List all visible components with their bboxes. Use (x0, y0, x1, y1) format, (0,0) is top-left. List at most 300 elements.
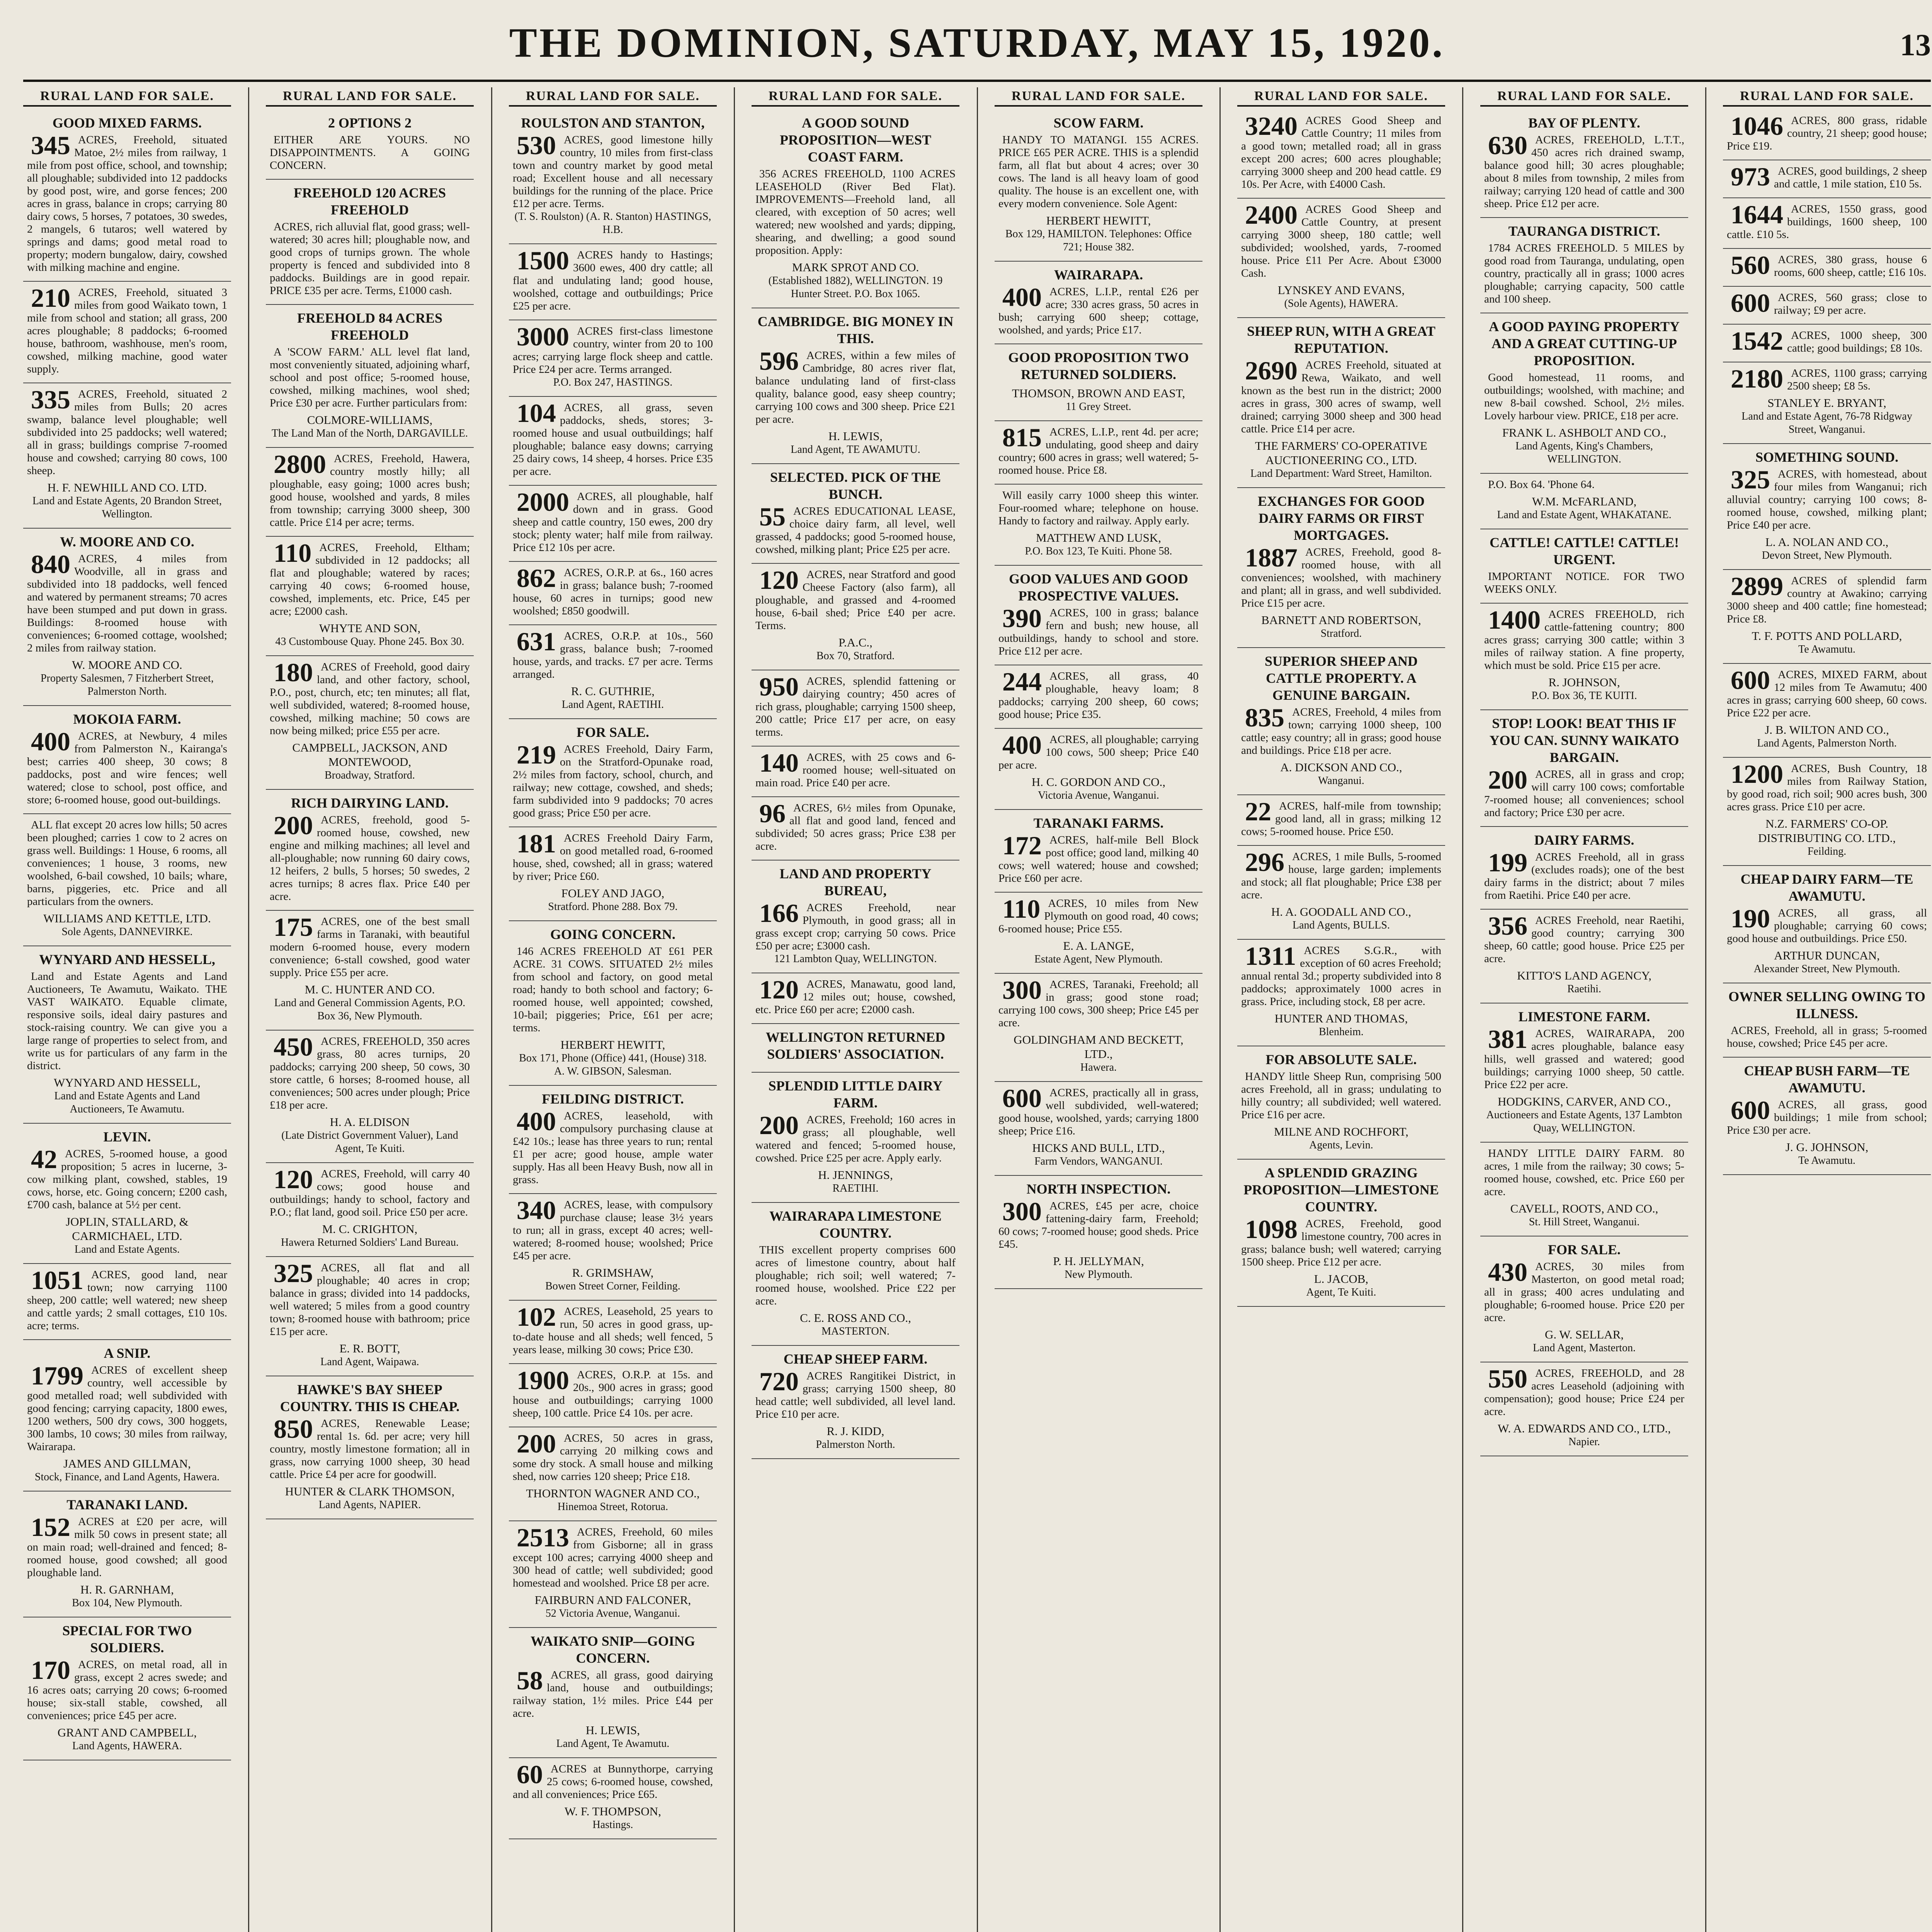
ad-text: ACRES, Freehold, 60 miles from Gisborne; all in grass except 100 acres; carrying 4000 sheep and 300 head of cattle; well subdivided; good homestead and woolshed. Price £8 per acre. (513, 1526, 713, 1589)
ad-text: ACRES at Bunnythorpe, carrying 25 cows; 6-roomed house, cowshed, and all conveniences; Price £65. (513, 1763, 713, 1801)
ad-headline: A GOOD SOUND PROPOSITION—WEST COAST FARM. (779, 115, 932, 165)
column-heading: RURAL LAND FOR SALE. (1237, 87, 1445, 107)
ad-body (1727, 571, 1927, 626)
classified-ad (509, 719, 717, 827)
ad-acreage-number: 560 (1731, 250, 1770, 280)
ad-acreage-number: 400 (517, 1107, 556, 1136)
ad-headline: GOOD MIXED FARMS. (52, 115, 202, 131)
ad-text: ACRES of excellent sheep country, well accessible by good metalled road; well subdivided with good fencing; carrying capacity, 1800 ewes, 1200 wethers, 500 dry cows, 300 hoggets, 300 lambs, 10 cows; 30 miles from railway, Wairarapa. (27, 1364, 227, 1453)
ad-text: ACRES, Freehold, good limestone country, 700 acres in grass; balance bush; well watered; carrying 1500 sheep. Price £12 per acre. (1241, 1218, 1441, 1268)
ad-headline: CHEAP SHEEP FARM. (783, 1351, 928, 1367)
ad-agent: W. A. EDWARDS AND CO., LTD., (1497, 1422, 1671, 1435)
ad-body (1484, 911, 1684, 965)
ad-agent: R. C. GUTHRIE, (571, 684, 655, 698)
ad-acreage-number: 1400 (1488, 605, 1541, 634)
ad-headline: WELLINGTON RETURNED SOLDIERS' ASSOCIATION. (765, 1029, 946, 1062)
ad-body (1727, 1095, 1927, 1137)
classified-ad (995, 974, 1202, 1082)
ad-acreage-number: 2000 (517, 487, 569, 517)
ad-address: Land Department: Ward Street, Hamilton. (1250, 468, 1432, 480)
ad-address: Alexander Street, New Plymouth. (1753, 963, 1900, 975)
ad-acreage-number: 42 (31, 1145, 57, 1174)
ad-acreage-number: 381 (1488, 1024, 1527, 1054)
ad-body (1241, 356, 1441, 435)
ad-agent: R. JOHNSON, (1548, 675, 1620, 689)
ad-acreage-number: 300 (1002, 1197, 1042, 1226)
ad-body (270, 658, 470, 737)
ad-body (27, 727, 227, 806)
ad-headline: NORTH INSPECTION. (1026, 1181, 1171, 1197)
column-divider (1219, 87, 1221, 1932)
ad-headline: OWNER SELLING OWING TO ILLNESS. (1728, 989, 1925, 1021)
ad-acreage-number: 631 (517, 627, 556, 656)
classified-ad (995, 110, 1202, 262)
ad-acreage-number: 1200 (1731, 759, 1783, 789)
ad-body (513, 322, 713, 376)
classified-ad (1480, 529, 1688, 604)
column-heading: RURAL LAND FOR SALE. (752, 87, 959, 107)
ad-acreage-number: 60 (517, 1760, 543, 1789)
ad-body (27, 1655, 227, 1722)
ad-body (270, 912, 470, 979)
ad-acreage-number: 600 (1731, 665, 1770, 695)
ad-body (998, 134, 1199, 210)
classified-ad (509, 486, 717, 562)
ad-body (513, 1107, 713, 1186)
ad-headline: A SNIP. (104, 1345, 151, 1361)
ad-headline: TAURANGA DISTRICT. (1508, 223, 1660, 239)
ad-body (270, 449, 470, 529)
ad-agent: HUNTER & CLARK THOMSON, (285, 1485, 455, 1498)
ad-acreage-number: 600 (1731, 1095, 1770, 1125)
classified-ad (266, 1257, 474, 1376)
ad-body (1484, 1024, 1684, 1091)
ad-address: P.O. Box 123, Te Kuiti. Phone 58. (1025, 545, 1172, 557)
ad-text: ACRES, 10 miles from New Plymouth on good road, 40 cows; 6-roomed house; Price £55. (998, 897, 1199, 935)
ad-address: New Plymouth. (1065, 1269, 1133, 1281)
ad-agent: STANLEY E. BRYANT, (1767, 396, 1886, 410)
ad-text: ACRES, Freehold, situated 3 miles from good Waikato town, 1 mile from school and station; all grass, 200 acres ploughable; 8 paddocks; 6-roomed house, bathroom, washhouse, men's room, cowshed, milking machine, good water supply. (27, 286, 227, 375)
ad-body (513, 398, 713, 478)
ad-text: ACRES, at Newbury, 4 miles from Palmerston N., Kairanga's best; carries 400 sheep, 30 cows; 8 paddocks, post and wire fences; well watered; close to school, post office, and store; 6-roomed house, good out-buildings. (27, 730, 227, 806)
ad-address: MASTERTON. (821, 1325, 889, 1337)
classified-ad (1237, 795, 1445, 846)
classified-ad (23, 1340, 231, 1492)
classified-ad (509, 562, 717, 625)
ad-body (270, 1259, 470, 1338)
ad-body (1727, 326, 1927, 355)
ad-agent: WILLIAMS AND KETTLE, LTD. (43, 912, 211, 925)
classified-ad (995, 262, 1202, 344)
ad-body (1241, 200, 1441, 280)
ad-body (270, 221, 470, 297)
classified-ad (1237, 488, 1445, 648)
ad-body (1727, 288, 1927, 318)
ad-agent: H. R. GARNHAM, (80, 1583, 174, 1596)
classified-ad (1723, 325, 1931, 362)
ad-agent: WYNYARD AND HESSELL, (54, 1076, 201, 1089)
classified-ad (995, 485, 1202, 566)
ad-acreage-number: 2800 (274, 449, 326, 479)
classified-ad (752, 308, 959, 464)
ad-text: ACRES, leasehold, with compulsory purchasing clause at £42 10s.; lease has three years to run; rental £1 per acre; good house, ample water supply. Has all been Heavy Bush, now all in grass. (513, 1110, 713, 1186)
ad-text: ACRES, Bush Country, 18 miles from Railway Station, by good road, rich soil; 900 acres bush, 300 acres grass. Price £10 per acre. (1727, 762, 1927, 813)
ad-acreage-number: 596 (759, 346, 799, 376)
ad-address: Land and Estate Agents and Land Auctioneers, Te Awamutu. (54, 1090, 200, 1115)
ad-text: ACRES of splendid farm country at Awakino; carrying 3000 sheep and 400 cattle; fine homestead; Price £8. (1727, 575, 1927, 625)
ad-agent: H. LEWIS, (585, 1723, 640, 1737)
ad-agent: A. DICKSON AND CO., (1280, 760, 1402, 774)
ad-text: ACRES Rangitikei District, in grass; carrying 1500 sheep, 80 head cattle; well subdivided, all level land. Price £10 per acre. (755, 1370, 956, 1420)
ad-acreage-number: 200 (517, 1429, 556, 1458)
ad-text: ACRES FREEHOLD, rich cattle-fattening country; 800 acres grass; carrying 300 cattle; within 3 miles of railway station. A fine property, which must be sold. Price £15 per acre. (1484, 608, 1684, 672)
column-4 (752, 87, 959, 1932)
ad-body (27, 385, 227, 477)
ad-body (513, 945, 713, 1034)
ad-text: 146 ACRES FREEHOLD AT £61 PER ACRE. 31 COWS. SITUATED 2½ miles from school and factory, on good metal road; handy to both school and factory; 6-roomed house, well appointed; cowshed, 10-bail; piggeries; Price, £61 per acre; terms. (513, 945, 713, 1034)
ad-acreage-number: 2400 (1245, 200, 1298, 230)
ad-headline: MOKOIA FARM. (73, 711, 181, 727)
ad-body (1241, 543, 1441, 610)
ad-text: ACRES, splendid fattening or dairying country; 450 acres of rich grass, ploughable; carrying 1500 sheep, 200 cattle; Price £17 per acre, on easy terms. (755, 675, 956, 738)
ad-agent: THOMSON, BROWN AND EAST, (1012, 386, 1185, 400)
ad-acreage-number: 170 (31, 1655, 70, 1685)
ad-agent: FOLEY AND JAGO, (561, 886, 665, 900)
ad-acreage-number: 180 (274, 658, 313, 687)
ad-text: ACRES, MIXED FARM, about 12 miles from Te Awamutu; 400 acres in grass; carrying 600 sheep, 60 cows. Price £22 per acre. (1727, 668, 1927, 719)
ad-agent: COLMORE-WILLIAMS, (307, 413, 433, 427)
classified-ad (509, 1194, 717, 1301)
ad-text: ACRES, lease, with compulsory purchase clause; lease 3½ years to run; all in grass, except 40 acres; well-watered; 8-roomed house; woolshed; Price £45 per acre. (513, 1199, 713, 1262)
classified-ad (509, 1521, 717, 1628)
ad-headline: A SPLENDID GRAZING PROPOSITION—LIMESTONE COUNTRY. (1243, 1165, 1439, 1214)
ad-body (1727, 759, 1927, 813)
ad-body (755, 502, 956, 556)
ad-headline: W. MOORE AND CO. (60, 534, 194, 549)
ad-address: Agent, Te Kuiti. (1306, 1286, 1376, 1298)
ad-body (513, 627, 713, 681)
ad-acreage-number: 166 (759, 898, 799, 928)
column-8 (1723, 87, 1931, 1932)
ad-text: 1784 ACRES FREEHOLD. 5 MILES by good road from Tauranga, undulating, open country, practically all in grass; 1000 acres ploughable; carrying capacity, 500 cattle and 100 sheep. (1484, 242, 1684, 305)
ad-text: THIS excellent property comprises 600 acres of limestone country, about half ploughable; rich soil; well watered; 7-roomed house, woolshed. Price £22 per acre. (755, 1244, 956, 1307)
ad-acreage-number: 1887 (1245, 543, 1298, 572)
ad-headline: DAIRY FARMS. (1534, 832, 1634, 848)
classified-ad (1723, 287, 1931, 325)
ad-address: Box 70, Stratford. (816, 650, 895, 662)
ad-address: Land Agents, King's Chambers, WELLINGTON. (1515, 440, 1653, 465)
ad-address: Blenheim. (1319, 1026, 1364, 1038)
ad-acreage-number: 1644 (1731, 200, 1783, 229)
classified-ad (1723, 570, 1931, 664)
ad-body (27, 1265, 227, 1332)
ad-acreage-number: 296 (1245, 847, 1284, 877)
ad-text: ACRES, Freehold, Eltham; subdivided in 12 paddocks; all flat and ploughable; watered by races; carrying 40 cows; 6-roomed house, cowshed, implements, etc. Price, £45 per acre; £2000 cash. (270, 541, 470, 617)
column-5 (995, 87, 1202, 1932)
ad-acreage-number: 3000 (517, 322, 569, 351)
ad-acreage-number: 390 (1002, 604, 1042, 633)
ad-address: The Land Man of the North, DARGAVILLE. (271, 427, 468, 439)
classified-ad (23, 706, 231, 814)
ad-text: ACRES, O.R.P. at 6s., 160 acres in grass; balance bush; 7-roomed house, 60 acres in turnips; good new woolshed; £850 goodwill. (513, 566, 713, 617)
column-heading: RURAL LAND FOR SALE. (509, 87, 717, 107)
ad-agent: C. E. ROSS AND CO., (800, 1311, 911, 1325)
ad-text: ACRES, Freehold, 4 miles from town; carrying 1000 sheep, 100 cattle; easy country; all in grass; good house and buildings. Price £18 per acre. (1241, 706, 1441, 757)
classified-ad (266, 656, 474, 790)
ad-agent: R. GRIMSHAW, (572, 1266, 654, 1279)
classified-ad (509, 1758, 717, 1839)
classified-ad (1237, 199, 1445, 318)
ad-body (1727, 111, 1927, 153)
classified-ad (995, 344, 1202, 421)
ad-address: Land Agent, Masterton. (1533, 1342, 1636, 1354)
ad-address: P.O. Box 247, HASTINGS. (553, 376, 673, 388)
ad-text: ACRES, 50 acres in grass, carrying 20 milking cows and some dry stock. A small house and milking shed, now carries 120 sheep; Price £18. (513, 1432, 713, 1483)
ad-acreage-number: 1500 (517, 246, 569, 275)
classified-ad (752, 861, 959, 973)
classified-ad (1480, 1143, 1688, 1236)
ad-acreage-number: 96 (759, 799, 786, 828)
ad-headline: STOP! LOOK! BEAT THIS IF YOU CAN. SUNNY WAIKATO BARGAIN. (1489, 716, 1679, 765)
ad-body (998, 1083, 1199, 1138)
ad-agent: J. G. JOHNSON, (1785, 1140, 1869, 1154)
column-divider (734, 87, 735, 1932)
classified-ad (1480, 1003, 1688, 1143)
ad-agent: H. A. ELDISON (330, 1115, 410, 1129)
ad-acreage-number: 120 (759, 975, 799, 1004)
ad-agent: P.A.C., (838, 636, 872, 649)
classified-ad (1723, 1058, 1931, 1175)
ad-address: Land Agents, Palmerston North. (1757, 737, 1897, 749)
ad-body (1484, 1364, 1684, 1418)
classified-ad (1723, 444, 1931, 570)
page-number: 13 (1900, 28, 1931, 62)
masthead-rule (23, 80, 1931, 82)
ad-agent: HUNTER AND THOMAS, (1274, 1012, 1408, 1025)
classified-ad (752, 1203, 959, 1346)
ad-text: ACRES, 800 grass, ridable country, 21 sheep; good house; Price £19. (1727, 114, 1927, 152)
ad-agent: CAMPBELL, JACKSON, AND MONTEWOOD, (292, 741, 447, 769)
ad-text: ACRES Freehold, near Raetihi, good country; carrying 300 sheep, 60 cattle; good house. Price £25 per acre. (1484, 914, 1684, 965)
column-1 (23, 87, 231, 1932)
classified-ad (509, 397, 717, 486)
ad-headline: SPLENDID LITTLE DAIRY FARM. (768, 1078, 943, 1111)
ad-body (27, 819, 227, 908)
ad-address: Agents, Levin. (1309, 1139, 1373, 1151)
column-heading: RURAL LAND FOR SALE. (23, 87, 231, 107)
classified-ad (752, 747, 959, 797)
classified-ad (23, 1124, 231, 1264)
ad-body (27, 1145, 227, 1211)
ad-text: ACRES, 100 in grass; balance fern and bush; new house, all outbuildings, handy to school and store. Price £12 per acre. (998, 607, 1199, 657)
ad-address: Land Agent, Te Awamutu. (556, 1738, 670, 1750)
classified-ad (1723, 664, 1931, 758)
ad-acreage-number: 244 (1002, 667, 1042, 696)
ad-text: ACRES, O.R.P. at 15s. and 20s., 900 acres in grass; good house and outbuildings; carrying 1000 sheep, 100 cattle. Price £4 10s. per acre. (513, 1369, 713, 1419)
ad-acreage-number: 102 (517, 1302, 556, 1332)
ad-address: Te Awamutu. (1798, 643, 1855, 655)
ad-body (1727, 250, 1927, 280)
ad-address: Land and Estate Agents. (74, 1243, 180, 1255)
column-2 (266, 87, 474, 1932)
ad-body (513, 1302, 713, 1356)
classified-ad (266, 305, 474, 448)
classified-ad (995, 729, 1202, 810)
classified-ad (509, 110, 717, 244)
classified-ad (1237, 940, 1445, 1046)
ad-text: ACRES, Taranaki, Freehold; all in grass; good stone road; carrying 100 cows, 300 sheep; Price £45 per acre. (998, 978, 1199, 1029)
ad-agent: BARNETT AND ROBERTSON, (1261, 613, 1421, 627)
ad-agent: HICKS AND BULL, LTD., (1032, 1141, 1165, 1155)
ad-text: ACRES, FREEHOLD, and 28 acres Leasehold (adjoining with compensation); good house; Price £24 per acre. (1484, 1367, 1684, 1418)
masthead-title: THE DOMINION, SATURDAY, MAY 15, 1920. (509, 20, 1445, 66)
ad-address: Auctioneers and Estate Agents, 137 Lambton Quay, WELLINGTON. (1486, 1109, 1682, 1134)
classified-ad (752, 1073, 959, 1203)
ad-text: ACRES, 1000 sheep, 300 cattle; good buildings; £8 10s. (1787, 329, 1927, 354)
ad-body (513, 487, 713, 554)
classified-ad (23, 110, 231, 282)
ad-body (27, 970, 227, 1072)
ad-address: Land Agents, HAWERA. (72, 1740, 182, 1752)
ad-text: ACRES, 380 grass, house 6 rooms, 600 sheep, cattle; £16 10s. (1774, 253, 1927, 279)
classified-ad (1237, 1160, 1445, 1307)
ad-headline: LAND AND PROPERTY BUREAU, (779, 866, 932, 898)
ad-body (513, 829, 713, 883)
ad-body (513, 246, 713, 313)
classified-ad (995, 1176, 1202, 1289)
ad-agent: WHYTE AND SON, (319, 621, 421, 635)
ad-body (270, 134, 470, 172)
ad-body (270, 346, 470, 410)
ad-headline: SUPERIOR SHEEP AND CATTLE PROPERTY. A GENUINE BARGAIN. (1264, 653, 1418, 703)
ad-agent: W.M. McFARLAND, (1532, 495, 1637, 508)
classified-ad (23, 529, 231, 706)
ad-text: HANDY little Sheep Run, comprising 500 acres Freehold, all in grass; undulating to hilly country; all subdivided; well watered. Price £16 per acre. (1241, 1070, 1441, 1121)
classified-ad (752, 670, 959, 747)
ad-acreage-number: 340 (517, 1196, 556, 1225)
ad-body (270, 538, 470, 618)
ad-body (1484, 570, 1684, 596)
classified-ad (509, 921, 717, 1086)
ad-text: Will easily carry 1000 sheep this winter. Four-roomed whare; telephone on house. Handy to factory and railway. Apply early. (998, 489, 1199, 527)
ad-body (513, 1666, 713, 1720)
ad-agent: H. F. NEWHILL AND CO. LTD. (47, 481, 207, 494)
ad-headline: EXCHANGES FOR GOOD DAIRY FARMS OR FIRST MORTGAGES. (1257, 493, 1425, 543)
ad-body (270, 811, 470, 903)
classified-ad (1480, 910, 1688, 1003)
ad-text: ACRES, Freehold; 160 acres in grass; all ploughable, well watered and fenced; 5-roomed house, cowshed. Price £25 per acre. Apply early. (755, 1114, 956, 1164)
classified-ad (752, 564, 959, 670)
ad-acreage-number: 200 (759, 1111, 799, 1140)
ad-headline: ROULSTON AND STANTON, (521, 115, 705, 131)
ad-text: ACRES, £45 per acre, choice fattening-dairy farm, Freehold; 60 cows; 7-roomed house; good sheds. Price £45. (998, 1200, 1199, 1250)
ad-body (755, 1244, 956, 1308)
classified-ad (509, 625, 717, 719)
ad-address: Land Agent, TE AWAMUTU. (791, 444, 920, 456)
ad-agent: GOLDINGHAM AND BECKETT, LTD., (1014, 1033, 1184, 1061)
ad-acreage-number: 199 (1488, 848, 1527, 877)
ad-acreage-number: 862 (517, 563, 556, 593)
classified-ad (1480, 218, 1688, 313)
ad-body (755, 168, 956, 257)
ad-address: Land and General Commission Agents, P.O. Box 36, New Plymouth. (274, 997, 466, 1022)
classified-ad (266, 448, 474, 537)
ad-address: Napier. (1568, 1436, 1600, 1448)
ad-acreage-number: 973 (1731, 162, 1770, 191)
ad-acreage-number: 1542 (1731, 326, 1783, 355)
ad-acreage-number: 104 (517, 398, 556, 428)
ad-body (513, 1366, 713, 1420)
column-divider (1705, 87, 1706, 1932)
ad-headline: WAIKATO SNIP—GOING CONCERN. (531, 1633, 695, 1666)
classified-ad (266, 790, 474, 911)
ad-body (513, 1523, 713, 1590)
ad-body (1484, 1257, 1684, 1324)
ad-text: ACRES Freehold, all in grass (excludes roads); one of the best dairy farms in the district; about 7 miles from Raetihi. Price £40 per acre. (1484, 851, 1684, 901)
ad-acreage-number: 200 (274, 811, 313, 840)
ad-acreage-number: 356 (1488, 911, 1527, 940)
ad-headline: FOR SALE. (576, 724, 650, 740)
classified-ad (266, 1376, 474, 1519)
ad-agent: H. A. GOODALL AND CO., (1271, 905, 1412, 918)
ad-body (755, 1111, 956, 1165)
ad-text: ACRES, 4 miles from Woodville, all in grass and subdivided into 18 paddocks, well fenced and watered by permanent streams; 70 acres have been stumped and put down in grass. Buildings: 8-roomed house with conveniences; 6-roomed cottage, woolshed; 2 miles from railway station. (27, 553, 227, 654)
column-7 (1480, 87, 1688, 1932)
classified-ad (509, 1364, 717, 1427)
ad-acreage-number: 1046 (1731, 111, 1783, 141)
ad-text: ACRES Freehold, near Plymouth, in good grass; all in grass except crop; carrying 50 cows. Price £50 per acre; £3000 cash. (755, 901, 956, 952)
ad-acreage-number: 300 (1002, 975, 1042, 1005)
ad-body (998, 489, 1199, 527)
ad-acreage-number: 600 (1002, 1083, 1042, 1113)
ad-headline: FOR SALE. (1548, 1242, 1621, 1257)
ad-acreage-number: 815 (1002, 423, 1042, 452)
ad-text: ALL flat except 20 acres low hills; 50 acres been ploughed; carries 1 cow to 2 acres on grass well. Buildings: 1 House, 6 rooms, all conveniences; 1 house, 3 rooms, new woolshed, 6-bail cowshed, 10 bails; whare, barns, piggeries, etc. Price and all particulars from the owners. (27, 819, 227, 908)
ad-agent: G. W. SELLAR, (1544, 1328, 1624, 1341)
classified-ad (266, 1031, 474, 1163)
ad-text: ACRES, good limestone hilly country, 10 miles from first-class town and country market by good metal road; Excellent house and all necessary buildings for the running of the place. Price £12 per acre. Terms. (513, 134, 713, 210)
ad-text: ACRES, half-mile Bell Block post office; good land, milking 40 cows; well watered; house and cowshed; Price £60 per acre. (998, 834, 1199, 884)
ad-text: ACRES, Freehold, situated Matoe, 2½ miles from railway, 1 mile from post office, school, and township; all ploughable; subdivided into 12 paddocks by good post, wire, and gorse fences; 200 acres in grass, balance in crops; carrying 80 dairy cows, 5 horses, 7 potatoes, 30 swedes, 2 mangels, 6 tutaros; well watered by springs and dams; good metal road to property; modern bungalow, dairy, cowshed with milking machine and engine. (27, 134, 227, 274)
ad-address: Land and Estate Agents, 20 Brandon Street, Wellington. (32, 495, 222, 520)
ad-text: 356 ACRES FREEHOLD, 1100 ACRES LEASEHOLD (River Bed Flat). IMPROVEMENTS—Freehold land, all cleared, with exception of 50 acres; well watered; new woolshed and yards; dipping, shearing, and dwelling; a good sound proposition. Apply: (755, 168, 956, 257)
ad-acreage-number: 3240 (1245, 111, 1298, 141)
ad-text: ACRES, FREEHOLD, 350 acres grass, 80 acres turnips, 20 paddocks; carrying 200 sheep, 50 cows, 30 store cattle, 6 horses; 8-roomed house, all conveniences; 500 acres under plough; Price £18 per acre. (270, 1035, 470, 1111)
ad-text: ACRES, all ploughable; carrying 100 cows, 500 sheep; Price £40 per acre. (998, 733, 1199, 771)
ad-body (1241, 797, 1441, 838)
ad-acreage-number: 58 (517, 1666, 543, 1695)
ad-headline: WAIRARAPA. (1054, 267, 1143, 282)
classified-ad (23, 1617, 231, 1760)
classified-ad (995, 1082, 1202, 1176)
ad-body (27, 283, 227, 376)
classified-ad (752, 464, 959, 564)
ad-acreage-number: 850 (274, 1414, 313, 1444)
ad-text: ACRES first-class limestone country, winter from 20 to 100 acres; carrying large flock sheep and cattle. Price £24 per acre. Terms arranged. (513, 325, 713, 376)
ad-body (1727, 904, 1927, 945)
ad-acreage-number: 1098 (1245, 1214, 1298, 1244)
ad-acreage-number: 1900 (517, 1366, 569, 1395)
ad-agent: ARTHUR DUNCAN, (1774, 949, 1880, 962)
ad-agent: MATTHEW AND LUSK, (1036, 531, 1162, 544)
ad-text: ACRES, O.R.P. at 10s., 560 grass, balance bush; 7-roomed house, yards, and tracks. £7 per acre. Terms arranged. (513, 630, 713, 680)
ad-acreage-number: 450 (274, 1032, 313, 1061)
ad-agent: KITTO'S LAND AGENCY, (1517, 969, 1652, 982)
ad-body (513, 563, 713, 617)
column-heading: RURAL LAND FOR SALE. (266, 87, 474, 107)
ad-body (998, 894, 1199, 935)
ad-address: 43 Custombouse Quay. Phone 245. Box 30. (275, 636, 464, 648)
